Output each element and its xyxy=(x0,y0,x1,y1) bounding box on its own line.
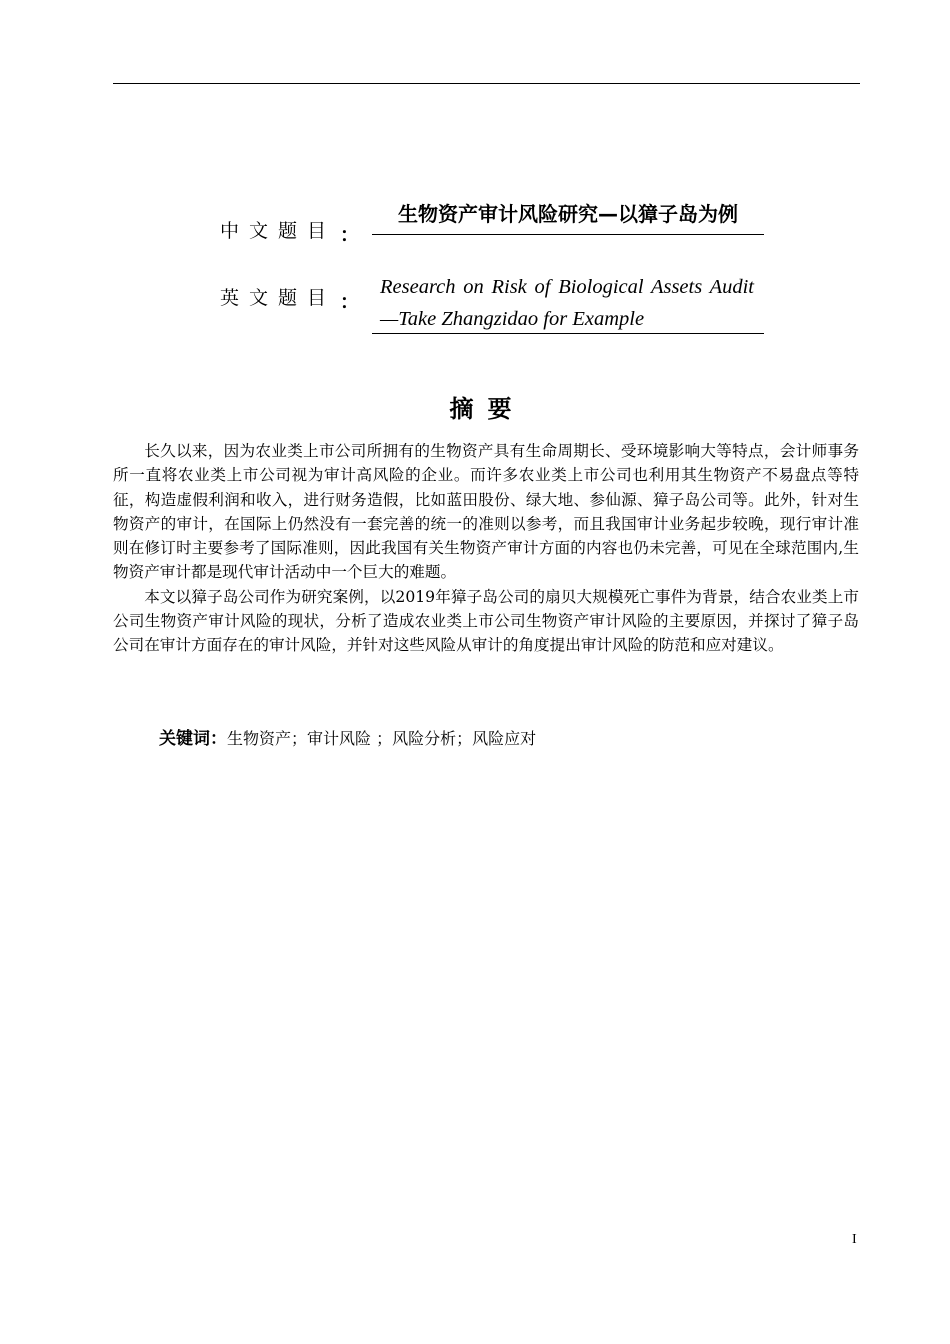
en-title-colon: ： xyxy=(340,291,360,313)
en-title-underline xyxy=(372,333,764,334)
abstract-paragraph: 本文以獐子岛公司作为研究案例，以2019年獐子岛公司的扇贝大规模死亡事件为背景，结合农业类上市公司生物资产审计风险的现状，分析了造成农业类上市公司生物资产审计风险的主要原因，并探讨了獐子岛公司在审计方面存在的审计风险，并针对这些风险从审计的角度提出审计风险的防范和应对建议。 xyxy=(113,587,859,655)
abstract-heading: 摘要 xyxy=(449,395,526,423)
cn-title-colon: ： xyxy=(340,224,360,246)
cn-title-label: 中文题目 xyxy=(220,220,337,242)
keywords-label: 关键词： xyxy=(159,729,227,749)
en-title-label: 英文题目 xyxy=(220,287,337,309)
abstract-body xyxy=(113,439,859,658)
en-title: Research on Risk of Biological Assets Audit—Take Zhangzidao for Example xyxy=(380,276,754,330)
cn-title: 生物资产审计风险研究—以獐子岛为例 xyxy=(372,198,764,235)
header-rule xyxy=(113,83,860,84)
keywords-text: 生物资产；审计风险 ；风险分析；风险应对 xyxy=(227,729,537,748)
keywords-line xyxy=(159,724,536,749)
abstract-paragraph: 长久以来，因为农业类上市公司所拥有的生物资产具有生命周期长、受环境影响大等特点，会计师事务所一直将农业类上市公司视为审计高风险的企业。而许多农业类上市公司也利用其生物资产不易盘点等特征，构造虚假利润和收入，进行财务造假，比如蓝田股份、绿大地、参仙源、獐子岛公司等。此外，针对生物资产的审计，在国际上仍然没有一套完善的统一的准则以参考，而且我国审计业务起步较晚，现行审计准则在修订时主要参考了国际准则，因此我国有关生物资产审计方面的内容也仍未完善，可见在全球范围内,生物资产审计都是现代审计活动中一个巨大的难题。 xyxy=(113,442,859,582)
page-number: I xyxy=(852,1232,857,1247)
